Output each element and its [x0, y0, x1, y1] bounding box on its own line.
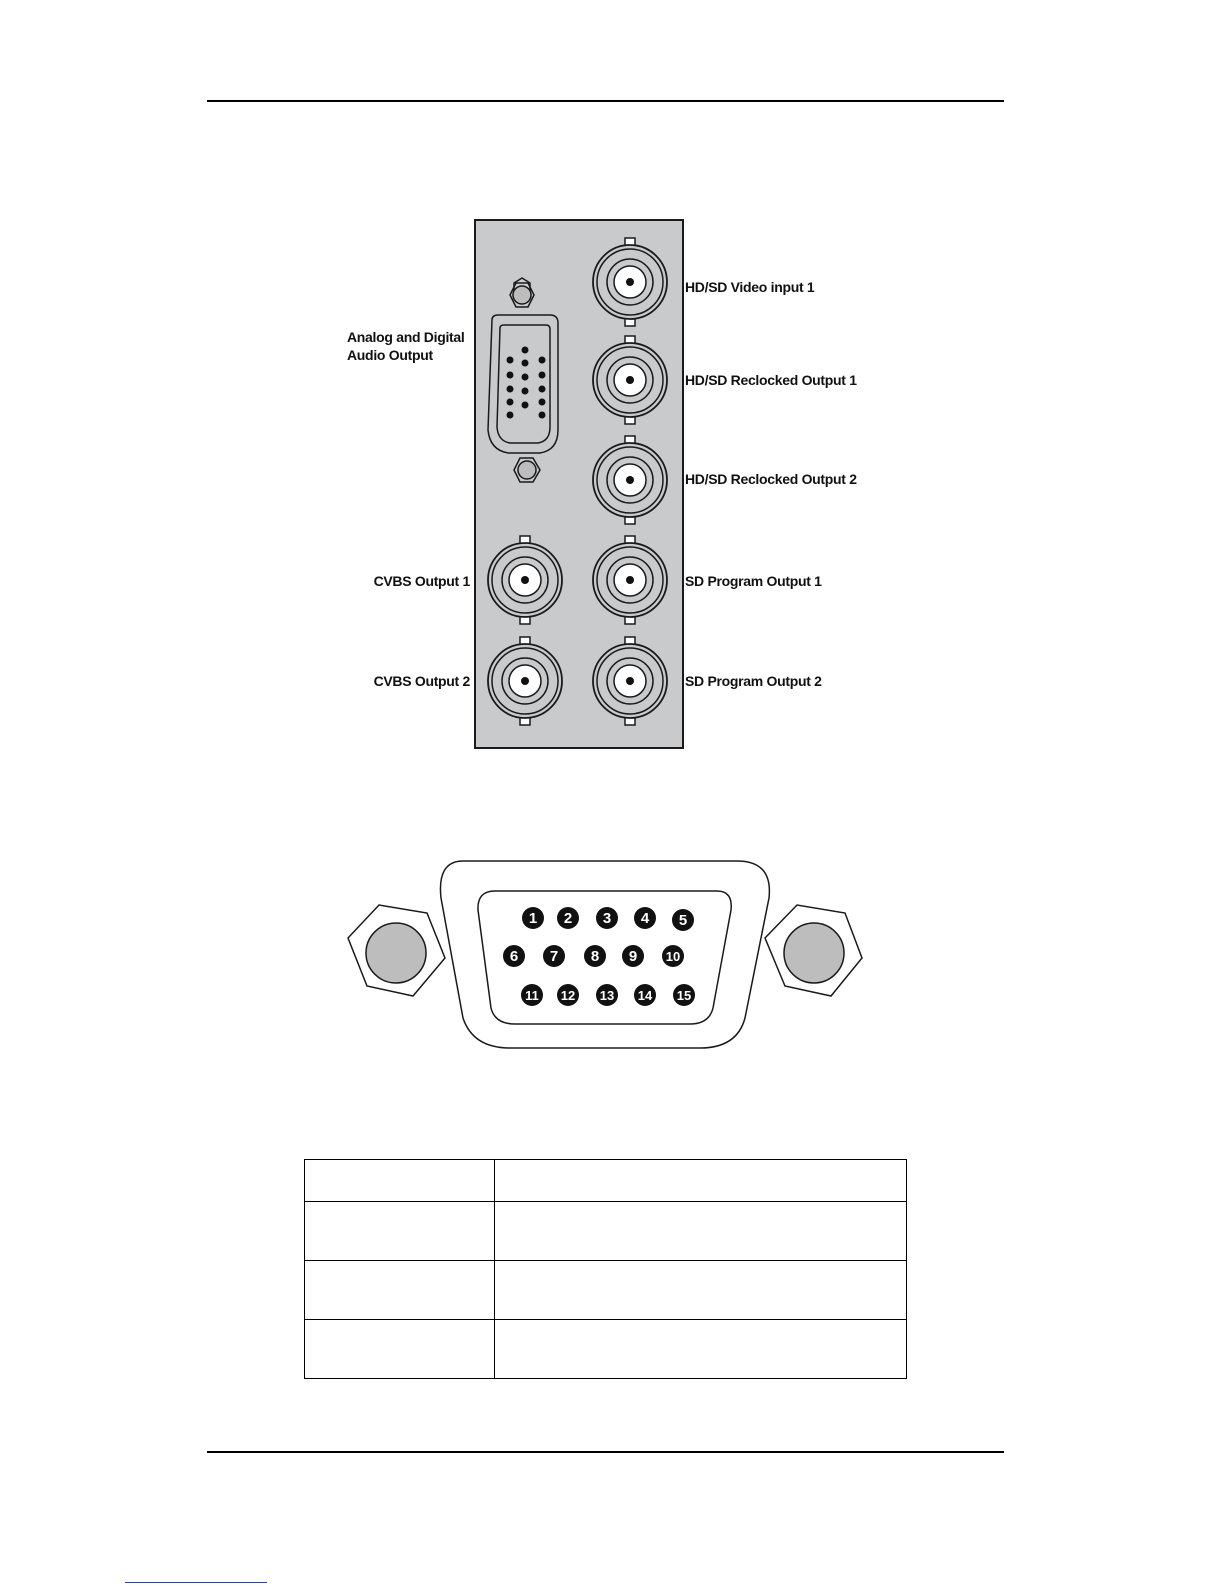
right-screw [784, 923, 844, 983]
pin-2 [557, 907, 579, 929]
svg-text:5: 5 [678, 912, 688, 929]
pin-3 [596, 907, 618, 929]
footer-link-underline[interactable] [125, 1582, 267, 1583]
table-row [305, 1261, 907, 1320]
pin-10 [662, 945, 684, 967]
cvbs-output-2-label: CVBS Output 2 [373, 673, 470, 689]
db15-shell-inner [497, 325, 550, 443]
sd-program-output-2-label: SD Program Output 2 [685, 673, 822, 689]
pin-assignment-table [304, 1159, 907, 1379]
table-cell [495, 1261, 907, 1320]
table-cell [305, 1261, 495, 1320]
table-row [305, 1320, 907, 1379]
table-cell [495, 1320, 907, 1379]
table-cell [495, 1202, 907, 1261]
screw-bottom [518, 461, 536, 479]
svg-text:1: 1 [528, 910, 538, 927]
screw-top [513, 286, 531, 304]
pin-11 [521, 984, 543, 1006]
table-cell [305, 1202, 495, 1261]
hd-sd-reclocked-output-1-label: HD/SD Reclocked Output 1 [685, 372, 857, 388]
sd-program-output-1-label: SD Program Output 1 [685, 573, 822, 589]
table-row [305, 1160, 907, 1202]
pin-14 [634, 984, 656, 1006]
audio-output-label: Analog and Digital Audio Output [347, 329, 465, 363]
svg-text:13: 13 [599, 988, 615, 1003]
svg-text:15: 15 [676, 988, 692, 1003]
svg-text:4: 4 [640, 910, 650, 927]
left-screw [366, 923, 426, 983]
pin-7 [543, 945, 565, 967]
svg-text:10: 10 [665, 949, 681, 964]
pin-12 [557, 984, 579, 1006]
cvbs-output-1-label: CVBS Output 1 [373, 573, 470, 589]
table-row [305, 1202, 907, 1261]
pin-8 [584, 945, 606, 967]
svg-text:9: 9 [628, 948, 638, 965]
pin-6 [503, 945, 525, 967]
svg-text:3: 3 [602, 910, 612, 927]
hd-sd-video-input-1-label: HD/SD Video input 1 [685, 279, 815, 295]
pin-13 [596, 984, 618, 1006]
pin-9 [622, 945, 644, 967]
table-cell [495, 1160, 907, 1202]
pin-15 [673, 984, 695, 1006]
svg-text:6: 6 [509, 948, 519, 965]
svg-text:8: 8 [590, 948, 600, 965]
rear-panel-figure [470, 215, 690, 750]
pin-1 [522, 907, 544, 929]
table-cell [305, 1320, 495, 1379]
db15-pinout-figure [345, 858, 865, 1053]
svg-text:2: 2 [563, 910, 573, 927]
pin-4 [634, 907, 656, 929]
footer-rule [207, 1451, 1004, 1453]
svg-text:14: 14 [637, 988, 653, 1003]
svg-text:12: 12 [560, 988, 576, 1003]
table-cell [305, 1160, 495, 1202]
pin-5 [672, 909, 694, 931]
header-rule [207, 100, 1004, 102]
hd-sd-reclocked-output-2-label: HD/SD Reclocked Output 2 [685, 471, 857, 487]
svg-text:11: 11 [525, 988, 539, 1003]
svg-text:7: 7 [549, 948, 559, 965]
